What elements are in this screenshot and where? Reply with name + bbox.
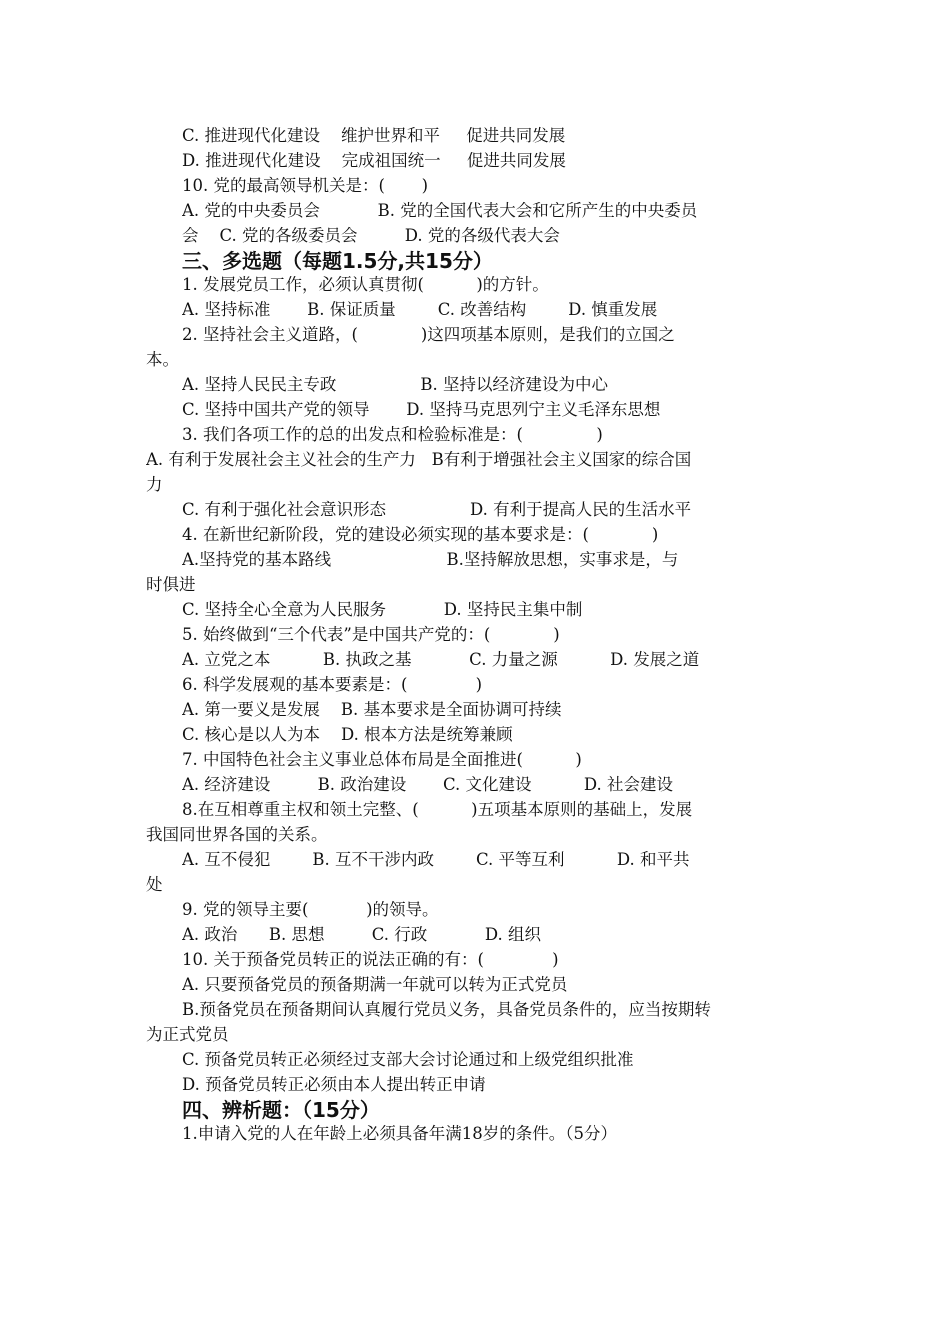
mq8-options-cont: 处 [146, 875, 163, 894]
mq3-options-c-d: C. 有利于强化社会意识形态 D. 有利于提高人民的生活水平 [182, 500, 692, 519]
mq8-question-cont: 我国同世界各国的关系。 [146, 825, 328, 844]
aq1-question: 1.申请入党的人在年龄上必须具备年满18岁的条件。（5分） [182, 1124, 617, 1143]
mq10-question: 10. 关于预备党员转正的说法正确的有：( ) [182, 950, 559, 969]
mq4-options-a-b: A.坚持党的基本路线 B.坚持解放思想，实事求是，与 [182, 550, 679, 569]
mq1-options: A. 坚持标准 B. 保证质量 C. 改善结构 D. 慎重发展 [182, 300, 658, 319]
mq5-question: 5. 始终做到“三个代表”是中国共产党的：( ) [182, 625, 560, 644]
mq7-question: 7. 中国特色社会主义事业总体布局是全面推进( ) [182, 750, 582, 769]
mq4-options-c-d: C. 坚持全心全意为人民服务 D. 坚持民主集中制 [182, 600, 583, 619]
mq4-options-cont: 时俱进 [146, 575, 196, 594]
q10-options-c-d: 会 C. 党的各级委员会 D. 党的各级代表大会 [182, 226, 560, 245]
mq3-question: 3. 我们各项工作的总的出发点和检验标准是：( ) [182, 425, 603, 444]
mq9-options: A. 政治 B. 思想 C. 行政 D. 组织 [182, 925, 542, 944]
mq6-question: 6. 科学发展观的基本要素是：( ) [182, 675, 483, 694]
mq10-option-b: B.预备党员在预备期间认真履行党员义务，具备党员条件的，应当按期转 [182, 1000, 711, 1019]
q10-question: 10. 党的最高领导机关是：( ) [182, 176, 429, 195]
q9-option-d: D. 推进现代化建设 完成祖国统一 促进共同发展 [182, 151, 566, 170]
mq10-option-b-cont: 为正式党员 [146, 1025, 229, 1044]
mq9-question: 9. 党的领导主要( )的领导。 [182, 900, 439, 919]
mq2-question-cont: 本。 [146, 350, 179, 369]
mq8-question: 8.在互相尊重主权和领土完整、( )五项基本原则的基础上，发展 [182, 800, 693, 819]
mq8-options: A. 互不侵犯 B. 互不干涉内政 C. 平等互利 D. 和平共 [182, 850, 690, 869]
mq2-question: 2. 坚持社会主义道路，( )这四项基本原则，是我们的立国之 [182, 325, 675, 344]
mq10-option-d: D. 预备党员转正必须由本人提出转正申请 [182, 1075, 486, 1094]
mq4-question: 4. 在新世纪新阶段，党的建设必须实现的基本要求是：( ) [182, 525, 659, 544]
mq3-options-a-b: A. 有利于发展社会主义社会的生产力 B有利于增强社会主义国家的综合国 [146, 450, 692, 469]
section-heading-multiple-choice: 三、多选题（每题1.5分,共15分） [182, 249, 493, 273]
mq1-question: 1. 发展党员工作，必须认真贯彻( )的方针。 [182, 275, 549, 294]
mq5-options: A. 立党之本 B. 执政之基 C. 力量之源 D. 发展之道 [182, 650, 700, 669]
q10-options-a-b: A. 党的中央委员会 B. 党的全国代表大会和它所产生的中央委员 [182, 201, 698, 220]
mq3-options-cont: 力 [146, 475, 163, 494]
mq10-option-c: C. 预备党员转正必须经过支部大会讨论通过和上级党组织批准 [182, 1050, 634, 1069]
q9-option-c: C. 推进现代化建设 维护世界和平 促进共同发展 [182, 126, 566, 145]
section-heading-analysis: 四、辨析题：（15分） [182, 1098, 380, 1122]
mq2-options-c-d: C. 坚持中国共产党的领导 D. 坚持马克思列宁主义毛泽东思想 [182, 400, 661, 419]
mq7-options: A. 经济建设 B. 政治建设 C. 文化建设 D. 社会建设 [182, 775, 674, 794]
mq2-options-a-b: A. 坚持人民民主专政 B. 坚持以经济建设为中心 [182, 375, 608, 394]
mq6-options-a-b: A. 第一要义是发展 B. 基本要求是全面协调可持续 [182, 700, 562, 719]
mq10-option-a: A. 只要预备党员的预备期满一年就可以转为正式党员 [182, 975, 568, 994]
mq6-options-c-d: C. 核心是以人为本 D. 根本方法是统筹兼顾 [182, 725, 513, 744]
